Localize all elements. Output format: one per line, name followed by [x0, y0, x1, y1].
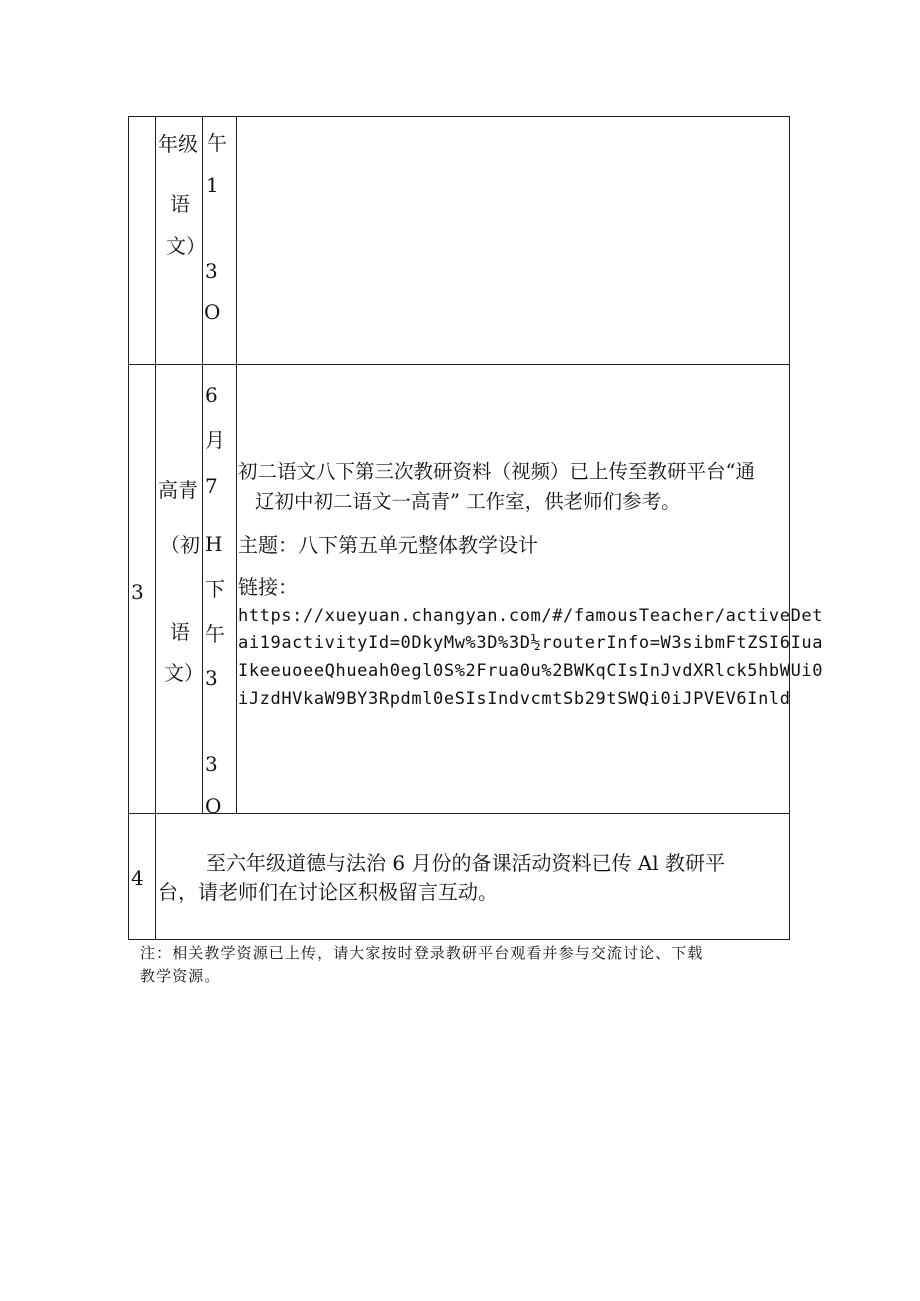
time-cell-text: 月	[205, 428, 225, 452]
time-cell-text: O	[204, 300, 221, 324]
row-index: 3	[131, 580, 144, 604]
column-divider	[236, 116, 237, 814]
time-cell-text: O	[205, 794, 222, 818]
content-text: 辽初中初二语文一高青” 工作室，供老师们参考。	[255, 490, 681, 513]
grade-cell-text: 高青	[158, 478, 198, 502]
content-text: 主题：八下第五单元整体教学设计	[238, 533, 538, 557]
table-border-bottom	[128, 939, 790, 940]
time-cell-text: 1	[206, 173, 219, 197]
grade-cell-text: 语	[170, 620, 190, 644]
content-text: 初二语文八下第三次教研资料（视频）已上传至教研平台“通	[238, 460, 755, 483]
content-text: 链接：	[238, 575, 298, 599]
grade-cell-text: 语	[170, 192, 190, 216]
column-divider	[202, 116, 203, 814]
table-border-top	[128, 116, 790, 117]
link-text: IkeeuoeeQhueah0egl0S%2Frua0u%2BWKqCIsInJvdXRlck5hbWUi0	[238, 661, 824, 681]
footnote-line: 注：相关教学资源已上传，请大家按时登录教研平台观看并参与交流讨论、下载	[140, 944, 704, 962]
link-text: iJzdHVkaW9BY3Rpdml0eSIsIndvcmtSb29tSWQi0iJPVEV6Inld	[238, 689, 791, 709]
time-cell-text: 7	[205, 474, 218, 498]
time-cell-text: 午	[207, 131, 227, 155]
grade-cell-text: （初	[160, 533, 200, 557]
time-cell-text: H	[205, 532, 223, 556]
grade-cell-text: 年级	[158, 132, 198, 156]
footnote-line: 教学资源。	[140, 967, 221, 985]
content-text: 至六年级道德与法治 6 月份的备课活动资料已传 Al 教研平	[206, 851, 725, 875]
time-cell-text: 3	[205, 752, 218, 776]
row-divider	[128, 364, 790, 365]
table-border-left	[128, 116, 129, 940]
time-cell-text: 下	[205, 577, 225, 601]
grade-cell-text: 文）	[166, 234, 206, 258]
grade-cell-text: 文）	[164, 661, 204, 685]
time-cell-text: 6	[205, 383, 218, 407]
link-text: https://xueyuan.changyan.com/#/famousTeacher/activeDet	[238, 606, 824, 626]
row-index: 4	[131, 866, 144, 890]
content-text: 台，请老师们在讨论区积极留言互动。	[158, 880, 498, 904]
link-text: ai19activityId=0DkyMw%3D%3D½routerInfo=W3sibmFtZSI6Iua	[238, 633, 824, 653]
row-divider	[128, 813, 790, 814]
time-cell-text: 3	[205, 259, 218, 283]
time-cell-text: 午	[205, 622, 225, 646]
column-divider	[155, 116, 156, 940]
time-cell-text: 3	[205, 666, 218, 690]
table-border-right	[789, 116, 790, 940]
